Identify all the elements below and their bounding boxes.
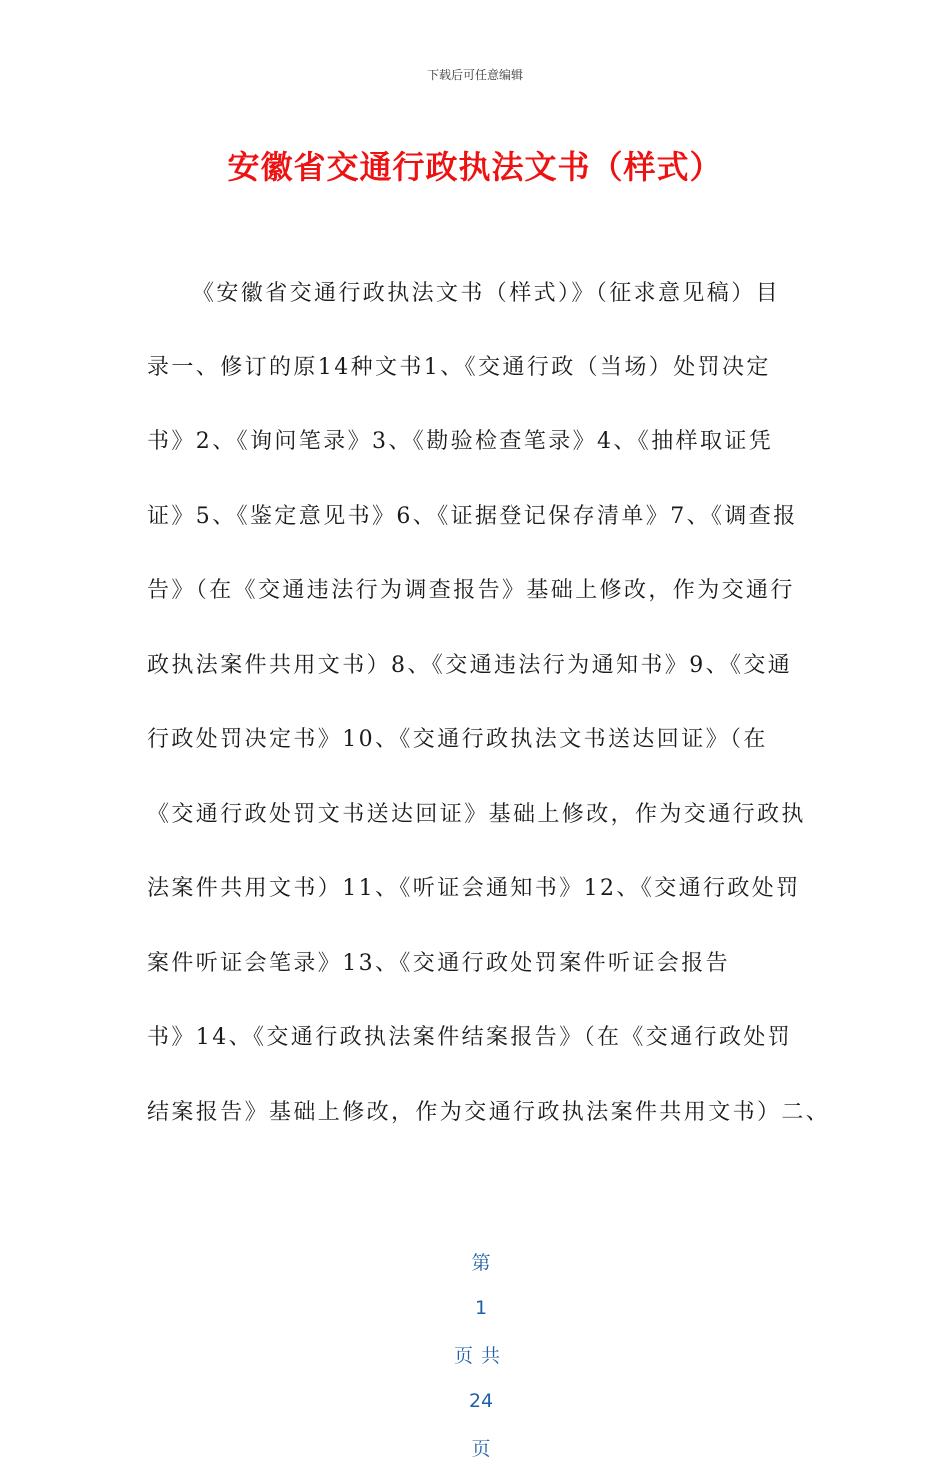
body-line: 书》2、《询问笔录》3、《勘验检查笔录》4、《抽样取证凭 [147,429,774,454]
body-line: 《交通行政处罚文书送达回证》基础上修改，作为交通行政执 [147,802,806,827]
document-title: 安徽省交通行政执法文书（样式） [227,148,723,186]
body-line: 行政处罚决定书》10、《交通行政执法文书送达回证》（在 [147,727,768,752]
page-prefix: 第 [471,1252,491,1274]
body-line: 证》5、《鉴定意见书》6、《证据登记保存清单》7、《调查报 [147,504,798,529]
header-note: 下载后可任意编辑 [426,68,523,82]
page-total: 24 [468,1390,494,1412]
body-line: 书》14、《交通行政执法案件结案报告》（在《交通行政处罚 [147,1025,793,1050]
body-line: 录一、修订的原14种文书1、《交通行政（当场）处罚决定 [147,355,771,380]
body-line: 告》（在《交通违法行为调查报告》基础上修改，作为交通行 [147,578,795,603]
body-line: 案件听证会笔录》13、《交通行政处罚案件听证会报告 [147,951,730,976]
body-line: 法案件共用文书）11、《听证会通知书》12、《交通行政处罚 [147,876,801,901]
body-line: 结案报告》基础上修改，作为交通行政执法案件共用文书）二、 [147,1100,831,1125]
page-middle: 页共 [454,1345,509,1367]
page-suffix: 页 [471,1438,491,1460]
body-line: 《安徽省交通行政执法文书（样式）》（征求意见稿）目 [192,281,781,306]
page-number: 1 [475,1297,488,1319]
body-line: 政执法案件共用文书）8、《交通违法行为通知书》9、《交通 [147,653,793,678]
